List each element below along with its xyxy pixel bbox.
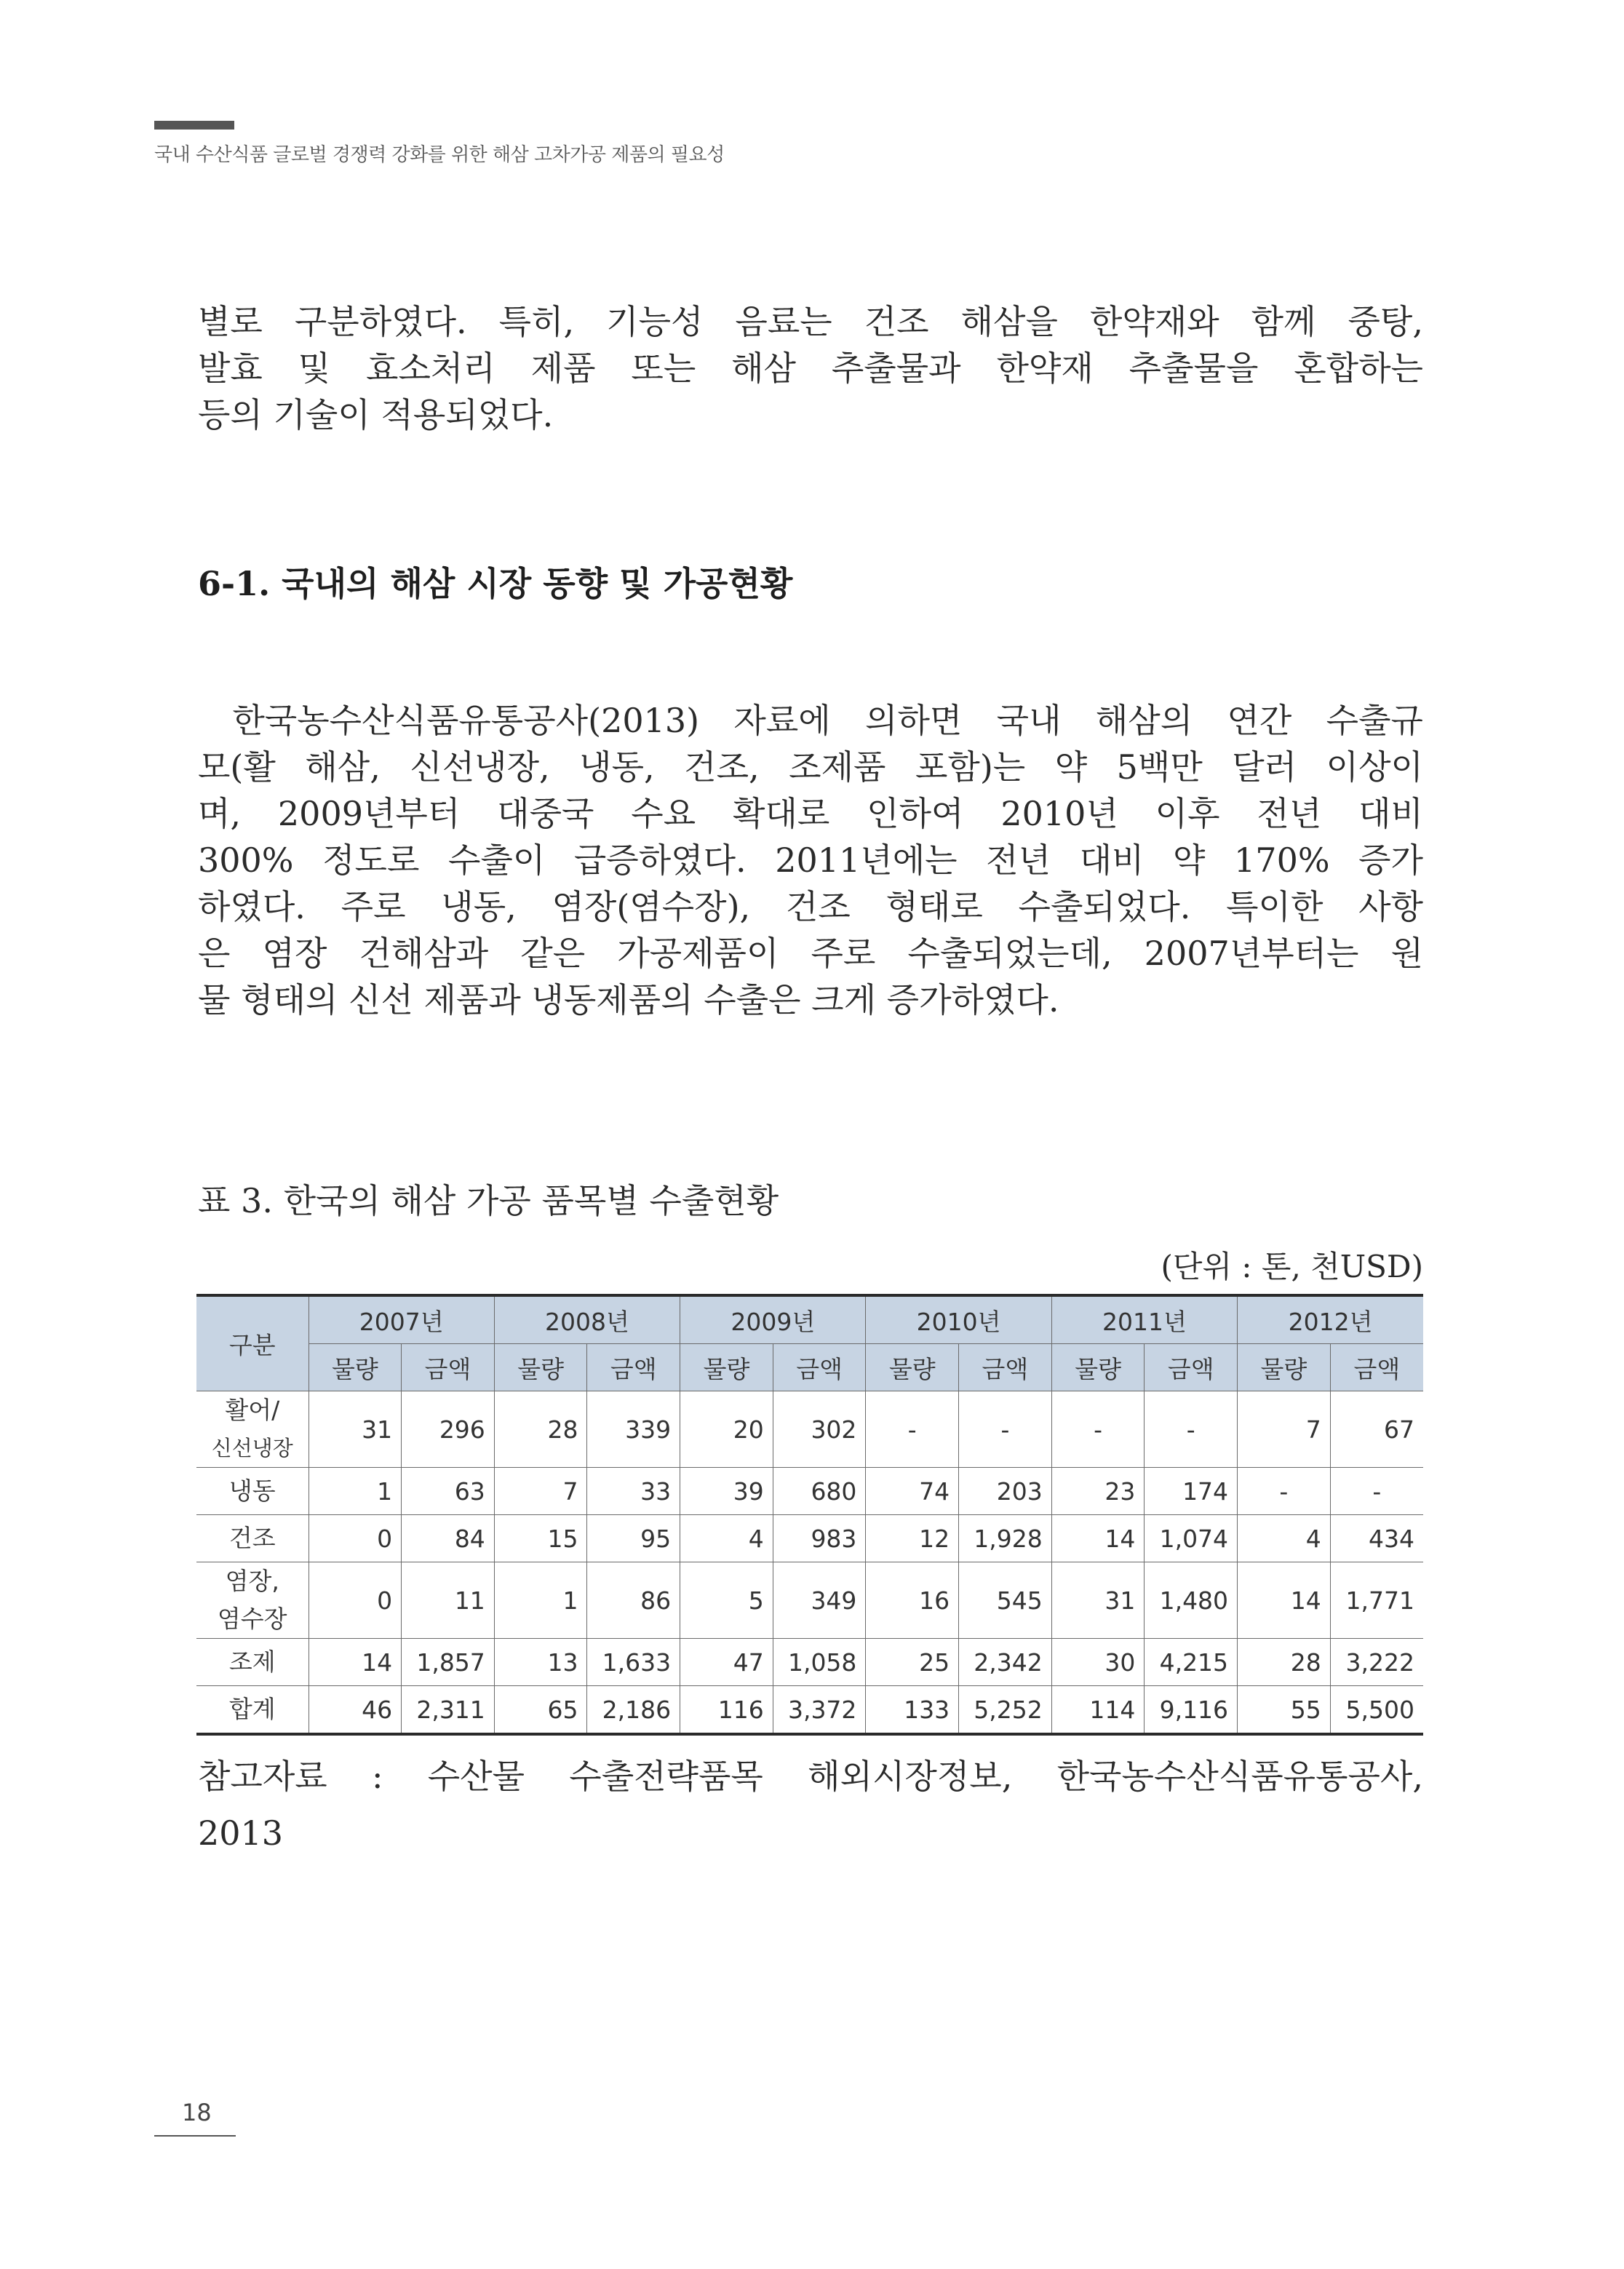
amount-cell: 296: [402, 1391, 495, 1468]
paragraph-line: 모(활 해삼, 신선냉장, 냉동, 건조, 조제품 포함)는 약 5백만 달러 이상이: [198, 747, 1423, 787]
table-row: [196, 1562, 1423, 1639]
amount-cell: 1,058: [773, 1639, 866, 1686]
row-label: [196, 1562, 309, 1639]
row-header-label: 구분: [196, 1295, 309, 1391]
year-header: 2011년: [1051, 1295, 1237, 1344]
volume-cell: 114: [1051, 1686, 1145, 1735]
amount-cell: 545: [959, 1562, 1052, 1639]
volume-cell: 0: [309, 1515, 402, 1562]
volume-cell: 16: [866, 1562, 959, 1639]
amount-cell: 95: [587, 1515, 680, 1562]
source-line: 참고자료 : 수산물 수출전략품목 해외시장정보, 한국농수산식품유통공사,: [198, 1757, 1423, 1796]
intro-paragraph: [198, 298, 1423, 438]
year-header: 2009년: [680, 1295, 866, 1344]
row-label-line: 합계: [228, 1695, 276, 1723]
year-header: 2007년: [309, 1295, 494, 1344]
volume-cell: 15: [494, 1515, 587, 1562]
row-label: [196, 1391, 309, 1468]
volume-cell: 28: [494, 1391, 587, 1468]
paragraph-line: 별로 구분하였다. 특히, 기능성 음료는 건조 해삼을 한약재와 함께 중탕,: [198, 302, 1423, 341]
amount-cell: 302: [773, 1391, 866, 1468]
volume-cell: 46: [309, 1686, 402, 1735]
row-label-line: 냉동: [228, 1477, 276, 1505]
volume-cell: 7: [494, 1468, 587, 1515]
amount-cell: 33: [587, 1468, 680, 1515]
row-label: [196, 1639, 309, 1686]
volume-cell: 1: [309, 1468, 402, 1515]
volume-cell: 133: [866, 1686, 959, 1735]
year-header: 2012년: [1238, 1295, 1423, 1344]
volume-cell: 47: [680, 1639, 773, 1686]
volume-cell: 30: [1051, 1639, 1145, 1686]
volume-cell: 14: [309, 1639, 402, 1686]
sub-header-amount: 금액: [1145, 1344, 1238, 1391]
row-label-line: 신선냉장: [211, 1436, 293, 1461]
sub-header-amount: 금액: [773, 1344, 866, 1391]
row-label-line: 건조: [228, 1524, 276, 1552]
volume-cell: -: [1238, 1468, 1331, 1515]
paragraph-line: 한국농수산식품유통공사(2013) 자료에 의하면 국내 해삼의 연간 수출규: [198, 701, 1423, 740]
export-table: [196, 1294, 1423, 1736]
amount-cell: 9,116: [1145, 1686, 1238, 1735]
amount-cell: 1,074: [1145, 1515, 1238, 1562]
paragraph-line: 물 형태의 신선 제품과 냉동제품의 수출은 크게 증가하였다.: [198, 980, 1059, 1020]
table-caption: 표 3. 한국의 해삼 가공 품목별 수출현황: [198, 1181, 779, 1220]
volume-cell: 13: [494, 1639, 587, 1686]
amount-cell: 680: [773, 1468, 866, 1515]
table-row: [196, 1686, 1423, 1735]
volume-cell: 31: [309, 1391, 402, 1468]
amount-cell: -: [1330, 1468, 1423, 1515]
paragraph-line: 하였다. 주로 냉동, 염장(염수장), 건조 형태로 수출되었다. 특이한 사항: [198, 887, 1423, 926]
amount-cell: 349: [773, 1562, 866, 1639]
footer-rule: [154, 2135, 236, 2137]
table-row: [196, 1515, 1423, 1562]
paragraph-line: 등의 기술이 적용되었다.: [198, 395, 554, 434]
table-header-row: [196, 1295, 1423, 1344]
amount-cell: 63: [402, 1468, 495, 1515]
amount-cell: 434: [1330, 1515, 1423, 1562]
source-note: [198, 1748, 1423, 1861]
amount-cell: 67: [1330, 1391, 1423, 1468]
page-number: 18: [182, 2099, 212, 2126]
row-label: [196, 1468, 309, 1515]
volume-cell: 5: [680, 1562, 773, 1639]
running-header: 국내 수산식품 글로벌 경쟁력 강화를 위한 해삼 고차가공 제품의 필요성: [154, 144, 725, 166]
volume-cell: 7: [1238, 1391, 1331, 1468]
table-row: [196, 1391, 1423, 1468]
row-label: [196, 1515, 309, 1562]
sub-header-amount: 금액: [402, 1344, 495, 1391]
volume-cell: 116: [680, 1686, 773, 1735]
row-label-line: 염장,: [225, 1567, 279, 1595]
row-label-line: 활어/: [225, 1396, 280, 1424]
amount-cell: 84: [402, 1515, 495, 1562]
volume-cell: 20: [680, 1391, 773, 1468]
year-header: 2010년: [866, 1295, 1051, 1344]
paragraph-line: 발효 및 효소처리 제품 또는 해삼 추출물과 한약재 추출물을 혼합하는: [198, 349, 1423, 388]
table-unit-note: (단위 : 톤, 천USD): [1161, 1249, 1423, 1284]
amount-cell: 11: [402, 1562, 495, 1639]
table-row: [196, 1639, 1423, 1686]
amount-cell: 203: [959, 1468, 1052, 1515]
amount-cell: 1,480: [1145, 1562, 1238, 1639]
volume-cell: 39: [680, 1468, 773, 1515]
volume-cell: 55: [1238, 1686, 1331, 1735]
source-line: 2013: [198, 1813, 284, 1853]
volume-cell: 4: [1238, 1515, 1331, 1562]
amount-cell: 339: [587, 1391, 680, 1468]
body-paragraph: [198, 697, 1423, 1023]
sub-header-volume: 물량: [494, 1344, 587, 1391]
volume-cell: 4: [680, 1515, 773, 1562]
volume-cell: -: [1051, 1391, 1145, 1468]
table-row: [196, 1468, 1423, 1515]
amount-cell: 86: [587, 1562, 680, 1639]
sub-header-amount: 금액: [959, 1344, 1052, 1391]
volume-cell: 23: [1051, 1468, 1145, 1515]
row-label-line: 조제: [228, 1648, 276, 1676]
sub-header-amount: 금액: [587, 1344, 680, 1391]
volume-cell: 14: [1051, 1515, 1145, 1562]
row-label: [196, 1686, 309, 1735]
volume-cell: -: [866, 1391, 959, 1468]
section-title: 6-1. 국내의 해삼 시장 동향 및 가공현황: [198, 564, 793, 603]
volume-cell: 1: [494, 1562, 587, 1639]
amount-cell: 5,252: [959, 1686, 1052, 1735]
amount-cell: 5,500: [1330, 1686, 1423, 1735]
amount-cell: 983: [773, 1515, 866, 1562]
volume-cell: 28: [1238, 1639, 1331, 1686]
sub-header-volume: 물량: [1238, 1344, 1331, 1391]
volume-cell: 74: [866, 1468, 959, 1515]
amount-cell: 1,857: [402, 1639, 495, 1686]
volume-cell: 65: [494, 1686, 587, 1735]
amount-cell: 1,928: [959, 1515, 1052, 1562]
volume-cell: 31: [1051, 1562, 1145, 1639]
sub-header-volume: 물량: [309, 1344, 402, 1391]
table-subheader-row: [196, 1344, 1423, 1391]
sub-header-amount: 금액: [1330, 1344, 1423, 1391]
amount-cell: 3,222: [1330, 1639, 1423, 1686]
amount-cell: 2,186: [587, 1686, 680, 1735]
sub-header-volume: 물량: [1051, 1344, 1145, 1391]
paragraph-line: 은 염장 건해삼과 같은 가공제품이 주로 수출되었는데, 2007년부터는 원: [198, 934, 1423, 973]
paragraph-line: 며, 2009년부터 대중국 수요 확대로 인하여 2010년 이후 전년 대비: [198, 794, 1423, 833]
volume-cell: 25: [866, 1639, 959, 1686]
amount-cell: 174: [1145, 1468, 1238, 1515]
sub-header-volume: 물량: [866, 1344, 959, 1391]
row-label-line: 염수장: [217, 1605, 287, 1633]
sub-header-volume: 물량: [680, 1344, 773, 1391]
amount-cell: 2,311: [402, 1686, 495, 1735]
volume-cell: 0: [309, 1562, 402, 1639]
year-header: 2008년: [494, 1295, 680, 1344]
volume-cell: 12: [866, 1515, 959, 1562]
amount-cell: 1,771: [1330, 1562, 1423, 1639]
amount-cell: -: [959, 1391, 1052, 1468]
amount-cell: 2,342: [959, 1639, 1052, 1686]
amount-cell: 4,215: [1145, 1639, 1238, 1686]
amount-cell: 3,372: [773, 1686, 866, 1735]
table-body: [196, 1391, 1423, 1735]
amount-cell: 1,633: [587, 1639, 680, 1686]
amount-cell: -: [1145, 1391, 1238, 1468]
volume-cell: 14: [1238, 1562, 1331, 1639]
header-accent-bar: [154, 121, 234, 130]
paragraph-line: 300% 정도로 수출이 급증하였다. 2011년에는 전년 대비 약 170% 증가: [198, 841, 1423, 880]
